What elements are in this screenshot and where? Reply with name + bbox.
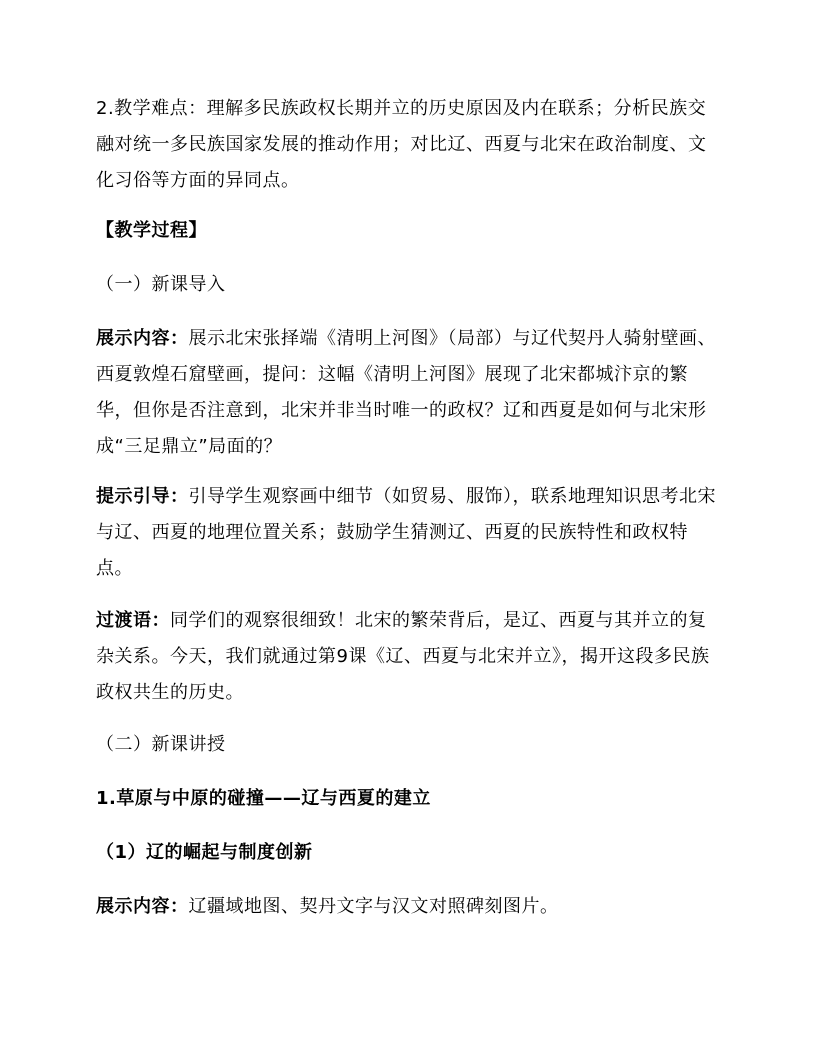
teaching-difficulty-text: 2.教学难点：理解多民族政权长期并立的历史原因及内在联系；分析民族交融对统一多民族国家发展的推动作用；对比辽、西夏与北宋在政治制度、文化习俗等方面的异同点。 — [96, 98, 707, 191]
transition-paragraph — [96, 603, 722, 711]
transition-label: 过渡语： — [96, 610, 170, 631]
display-content-text: 展示北宋张择端《清明上河图》（局部）与辽代契丹人骑射壁画、西夏敦煌石窟壁画，提问：这幅《清明上河图》展现了北宋都城汴京的繁华，但你是否注意到，北宋并非当时唯一的政权？辽和西夏是如何与北宋形成“三足鼎立”局面的？ — [96, 328, 716, 457]
display-content-label-2: 展示内容： — [96, 896, 189, 917]
hint-guidance-text: 引导学生观察画中细节（如贸易、服饰），联系地理知识思考北宋与辽、西夏的地理位置关系；鼓励学生猜测辽、西夏的民族特性和政权特点。 — [96, 486, 716, 579]
display-content-text-2: 辽疆域地图、契丹文字与汉文对照碑刻图片。 — [188, 896, 559, 917]
subtopic-heading-1: （1）辽的崛起与制度创新 — [96, 842, 313, 863]
hint-guidance-label: 提示引导： — [96, 486, 189, 507]
topic-heading-1: 1.草原与中原的碰撞——辽与西夏的建立 — [96, 788, 431, 809]
section-new-lesson-teaching: （二）新课讲授 — [96, 734, 226, 755]
hint-guidance-paragraph — [96, 479, 722, 587]
transition-text: 同学们的观察很细致！北宋的繁荣背后，是辽、西夏与其并立的复杂关系。今天，我们就通过第9课《辽、西夏与北宋并立》，揭开这段多民族政权共生的历史。 — [96, 610, 710, 703]
teaching-process-heading: 【教学过程】 — [96, 220, 207, 241]
display-content-label: 展示内容： — [96, 328, 189, 349]
teaching-difficulty-paragraph — [96, 91, 722, 199]
section-new-lesson-intro: （一）新课导入 — [96, 274, 226, 295]
display-content-paragraph — [96, 321, 722, 465]
display-content-paragraph-2 — [96, 889, 722, 925]
